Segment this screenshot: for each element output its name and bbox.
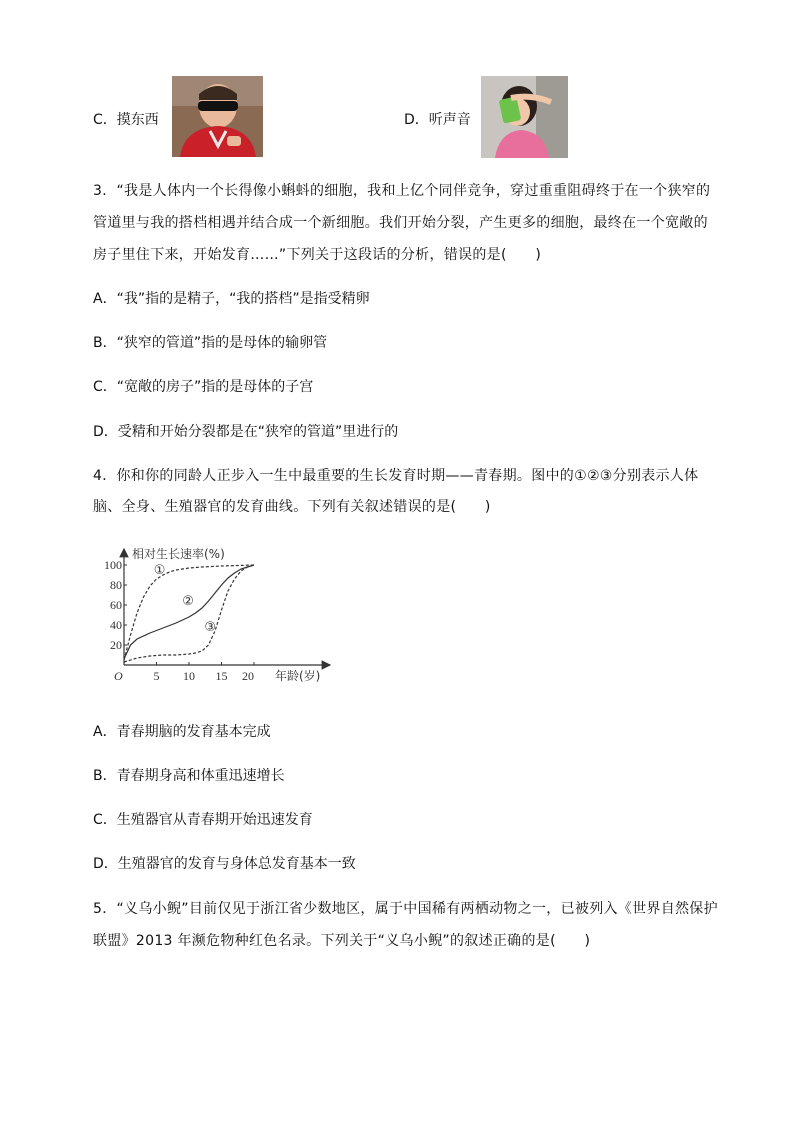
q3-stem-line-1: 3．“我是人体内一个长得像小蝌蚪的细胞，我和上亿个同伴竞争，穿过重重阻碍终于在一个狭窄的 — [93, 183, 711, 199]
y-tick-label: 80 — [110, 578, 122, 592]
y-tick-label: 20 — [110, 638, 122, 652]
y-axis-label: 相对生长速率(%) — [132, 547, 225, 561]
x-tick-label: 10 — [183, 669, 195, 683]
x-tick-label: 5 — [153, 669, 160, 683]
y-tick-label: 40 — [110, 618, 122, 632]
q4-stem-line-2: 脑、全身、生殖器官的发育曲线。下列有关叙述错误的是( ) — [93, 499, 491, 515]
q3-option-c: C．“宽敞的房子”指的是母体的子宫 — [93, 379, 314, 395]
y-tick-label: 60 — [110, 598, 122, 612]
q5-stem-line-1: 5．“义乌小鲵”目前仅见于浙江省少数地区，属于中国稀有两栖动物之一，已被列入《世界自然保护 — [93, 901, 718, 917]
q4-option-d: D．生殖器官的发育与身体总发育基本一致 — [93, 856, 356, 872]
q3-option-a: A．“我”指的是精子，“我的搭档”是指受精卵 — [93, 291, 370, 307]
series-line-2 — [124, 565, 254, 659]
q4-option-b: B．青春期身高和体重迅速增长 — [93, 768, 285, 784]
q4-stem-line-1: 4．你和你的同龄人正步入一生中最重要的生长发育时期——青春期。图中的①②③分别表示人体 — [93, 468, 699, 484]
q3-option-d: D．受精和开始分裂都是在“狭窄的管道”里进行的 — [93, 424, 399, 440]
option-d-label: D．听声音 — [404, 112, 471, 128]
option-d-photo — [481, 76, 568, 158]
series-label-2: ② — [182, 594, 194, 609]
x-tick-label: 20 — [242, 669, 254, 683]
option-c-label: C．摸东西 — [93, 112, 159, 128]
y-tick-label: 100 — [104, 558, 122, 572]
series-label-3: ③ — [204, 620, 217, 635]
x-tick-label: 15 — [215, 669, 228, 683]
q3-option-b: B．“狭窄的管道”指的是母体的输卵管 — [93, 335, 328, 351]
q4-option-c: C．生殖器官从青春期开始迅速发育 — [93, 812, 313, 828]
q4-option-a: A．青春期脑的发育基本完成 — [93, 724, 271, 740]
q3-stem-line-2: 管道里与我的搭档相遇并结合成一个新细胞。我们开始分裂，产生更多的细胞，最终在一个宽敞的 — [93, 215, 708, 231]
x-axis-label: 年龄(岁) — [275, 669, 321, 683]
q5-stem-line-2: 联盟》2013 年濒危物种红色名录。下列关于“义乌小鲵”的叙述正确的是( ) — [93, 933, 591, 949]
growth-curve-chart — [104, 543, 335, 691]
q3-stem-line-3: 房子里住下来，开始发育……”下列关于这段话的分析，错误的是( ) — [93, 247, 542, 263]
growth-curve-svg — [104, 543, 335, 691]
series-line-3 — [124, 565, 254, 662]
series-label-1: ① — [153, 563, 166, 578]
origin-label: O — [114, 669, 123, 683]
series-line-1 — [124, 565, 254, 660]
option-c-photo — [172, 76, 263, 157]
